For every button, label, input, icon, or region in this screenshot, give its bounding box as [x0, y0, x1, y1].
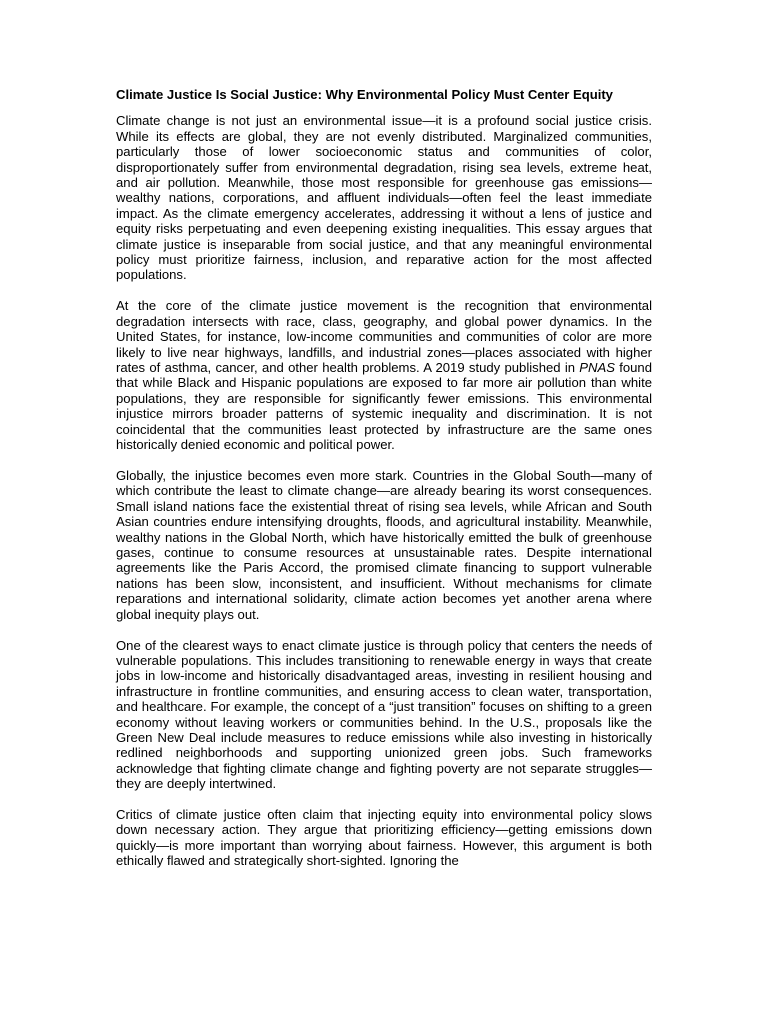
paragraph-2-text-before: At the core of the climate justice movement is the recognition that environmental degradation intersects with race, class, geography, and global power dynamics. In the United States, for instance, low-income communities and communities of color are more likely to live near highways, landfills, and industrial zones—places associated with higher rates of asthma, cancer, and other health problems. A 2019 study published in — [116, 298, 652, 375]
journal-name: PNAS — [579, 360, 615, 375]
paragraph-2 — [116, 298, 652, 452]
paragraph-1: Climate change is not just an environmental issue—it is a profound social justice crisis. While its effects are global, they are not evenly distributed. Marginalized communities, particularly those of lower socioeconomic status and communities of color, disproportionately suffer from environmental degradation, rising sea levels, extreme heat, and air pollution. Meanwhile, those most responsible for greenhouse gas emissions—wealthy nations, corporations, and affluent individuals—often feel the least immediate impact. As the climate emergency accelerates, addressing it without a lens of justice and equity risks perpetuating and even deepening existing inequalities. This essay argues that climate justice is inseparable from social justice, and that any meaningful environmental policy must prioritize fairness, inclusion, and reparative action for the most affected populations. — [116, 113, 652, 283]
paragraph-3: Globally, the injustice becomes even more stark. Countries in the Global South—many of which contribute the least to climate change—are already bearing its worst consequences. Small island nations face the existential threat of rising sea levels, while African and South Asian countries endure intensifying droughts, floods, and agricultural instability. Meanwhile, wealthy nations in the Global North, which have historically emitted the bulk of greenhouse gases, continue to consume resources at unsustainable rates. Despite international agreements like the Paris Accord, the promised climate financing to support vulnerable nations has been slow, inconsistent, and insufficient. Without mechanisms for climate reparations and international solidarity, climate action becomes yet another arena where global inequity plays out. — [116, 467, 652, 622]
paragraph-5: Critics of climate justice often claim that injecting equity into environmental policy slows down necessary action. They argue that prioritizing efficiency—getting emissions down quickly—is more important than worrying about fairness. However, this argument is both ethically flawed and strategically short-sighted. Ignoring the — [116, 807, 652, 869]
paragraph-2-text-after: found that while Black and Hispanic populations are exposed to far more air pollution than white populations, they are responsible for significantly fewer emissions. This environmental injustice mirrors broader patterns of systemic inequality and discrimination. It is not coincidental that the communities least protected by infrastructure are the same ones historically denied economic and political power. — [116, 360, 653, 453]
document-page — [116, 87, 652, 869]
paragraph-4: One of the clearest ways to enact climate justice is through policy that centers the needs of vulnerable populations. This includes transitioning to renewable energy in ways that create jobs in low-income and historically disadvantaged areas, investing in resilient housing and infrastructure in frontline communities, and ensuring access to clean water, transportation, and healthcare. For example, the concept of a “just transition” focuses on shifting to a green economy without leaving workers or communities behind. In the U.S., proposals like the Green New Deal include measures to reduce emissions while also investing in historically redlined neighborhoods and supporting unionized green jobs. Such frameworks acknowledge that fighting climate change and fighting poverty are not separate struggles—they are deeply intertwined. — [116, 637, 652, 792]
document-title: Climate Justice Is Social Justice: Why Environmental Policy Must Center Equity — [116, 87, 613, 102]
